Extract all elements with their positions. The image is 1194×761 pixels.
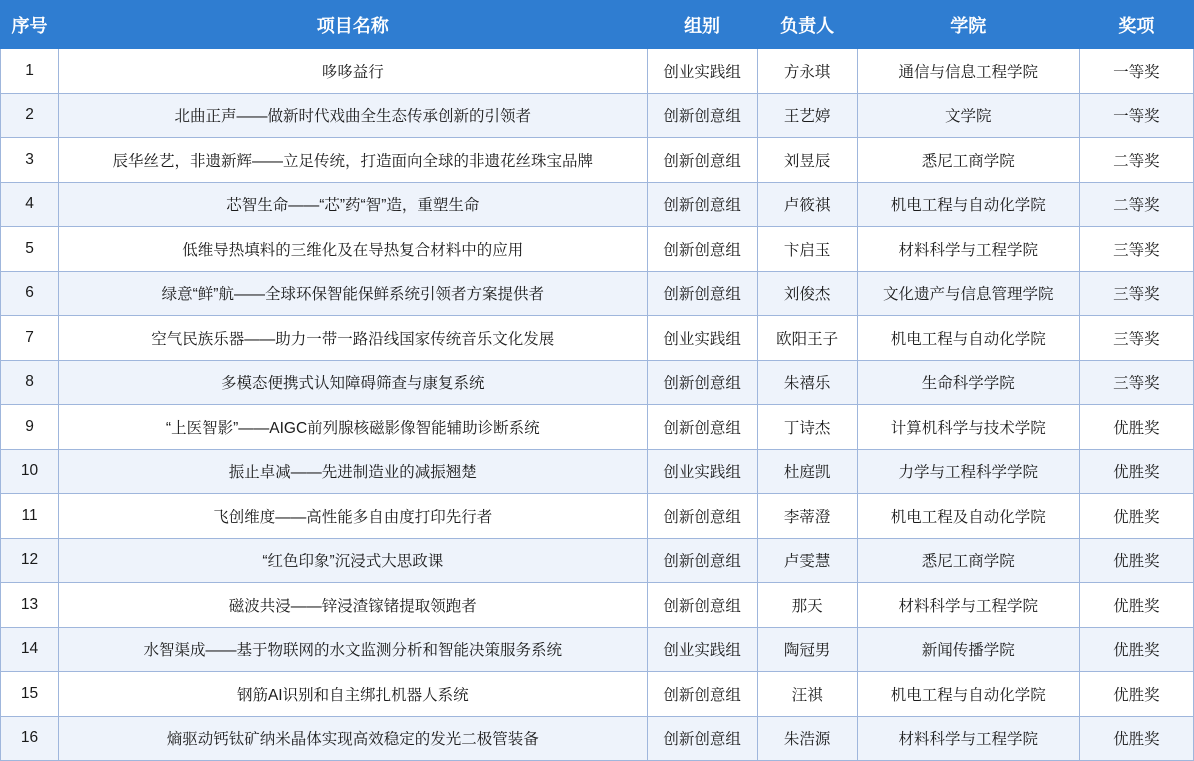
- cell-project-name: 绿意“鲜”航——全球环保智能保鲜系统引领者方案提供者: [59, 271, 647, 316]
- cell-leader: 那天: [757, 583, 857, 628]
- cell-no: 4: [1, 182, 59, 227]
- cell-group: 创新创意组: [647, 93, 757, 138]
- cell-group: 创业实践组: [647, 449, 757, 494]
- cell-leader: 李蒂澄: [757, 494, 857, 539]
- table-row: [1, 138, 1194, 183]
- cell-leader: 陶冠男: [757, 627, 857, 672]
- table-row: [1, 449, 1194, 494]
- cell-award: 三等奖: [1079, 316, 1193, 361]
- cell-project-name: “红色印象”沉浸式大思政课: [59, 538, 647, 583]
- cell-group: 创业实践组: [647, 49, 757, 94]
- cell-leader: 朱禧乐: [757, 360, 857, 405]
- cell-group: 创新创意组: [647, 182, 757, 227]
- cell-project-name: 水智渠成——基于物联网的水文监测分析和智能决策服务系统: [59, 627, 647, 672]
- column-header-group: 组别: [647, 1, 757, 49]
- header-row: [1, 1, 1194, 49]
- table-row: [1, 271, 1194, 316]
- cell-project-name: 钢筋AI识别和自主绑扎机器人系统: [59, 672, 647, 717]
- cell-college: 材料科学与工程学院: [857, 227, 1079, 272]
- cell-project-name: 空气民族乐器——助力一带一路沿线国家传统音乐文化发展: [59, 316, 647, 361]
- cell-project-name: 熵驱动钙钛矿纳米晶体实现高效稳定的发光二极管装备: [59, 716, 647, 761]
- cell-group: 创新创意组: [647, 360, 757, 405]
- cell-award: 二等奖: [1079, 138, 1193, 183]
- column-header-leader: 负责人: [757, 1, 857, 49]
- column-header-no: 序号: [1, 1, 59, 49]
- cell-group: 创新创意组: [647, 583, 757, 628]
- table-row: [1, 538, 1194, 583]
- cell-leader: 卞启玉: [757, 227, 857, 272]
- cell-group: 创新创意组: [647, 538, 757, 583]
- table-row: [1, 49, 1194, 94]
- cell-no: 13: [1, 583, 59, 628]
- cell-college: 机电工程及自动化学院: [857, 494, 1079, 539]
- cell-award: 三等奖: [1079, 227, 1193, 272]
- cell-leader: 卢筱祺: [757, 182, 857, 227]
- cell-award: 优胜奖: [1079, 494, 1193, 539]
- cell-college: 悉尼工商学院: [857, 138, 1079, 183]
- table-body: [1, 49, 1194, 761]
- table-row: [1, 316, 1194, 361]
- cell-group: 创新创意组: [647, 227, 757, 272]
- cell-college: 材料科学与工程学院: [857, 716, 1079, 761]
- cell-college: 文学院: [857, 93, 1079, 138]
- table-row: [1, 494, 1194, 539]
- cell-no: 7: [1, 316, 59, 361]
- cell-no: 3: [1, 138, 59, 183]
- column-header-award: 奖项: [1079, 1, 1193, 49]
- table-row: [1, 360, 1194, 405]
- cell-group: 创新创意组: [647, 672, 757, 717]
- cell-award: 优胜奖: [1079, 716, 1193, 761]
- cell-group: 创新创意组: [647, 716, 757, 761]
- cell-project-name: 多模态便携式认知障碍筛查与康复系统: [59, 360, 647, 405]
- cell-college: 文化遗产与信息管理学院: [857, 271, 1079, 316]
- cell-leader: 王艺婷: [757, 93, 857, 138]
- cell-award: 优胜奖: [1079, 449, 1193, 494]
- cell-no: 6: [1, 271, 59, 316]
- cell-group: 创业实践组: [647, 627, 757, 672]
- cell-award: 三等奖: [1079, 360, 1193, 405]
- cell-group: 创业实践组: [647, 316, 757, 361]
- table-row: [1, 93, 1194, 138]
- cell-no: 14: [1, 627, 59, 672]
- cell-no: 9: [1, 405, 59, 450]
- cell-award: 优胜奖: [1079, 538, 1193, 583]
- cell-no: 11: [1, 494, 59, 539]
- cell-no: 10: [1, 449, 59, 494]
- cell-no: 1: [1, 49, 59, 94]
- table-row: [1, 227, 1194, 272]
- cell-college: 机电工程与自动化学院: [857, 182, 1079, 227]
- cell-project-name: 芯智生命——“芯”药“智”造，重塑生命: [59, 182, 647, 227]
- cell-award: 优胜奖: [1079, 627, 1193, 672]
- cell-project-name: “上医智影”——AIGC前列腺核磁影像智能辅助诊断系统: [59, 405, 647, 450]
- cell-leader: 朱浩源: [757, 716, 857, 761]
- cell-group: 创新创意组: [647, 405, 757, 450]
- table-row: [1, 627, 1194, 672]
- cell-no: 16: [1, 716, 59, 761]
- table-row: [1, 405, 1194, 450]
- cell-no: 8: [1, 360, 59, 405]
- cell-college: 计算机科学与技术学院: [857, 405, 1079, 450]
- cell-award: 三等奖: [1079, 271, 1193, 316]
- cell-leader: 丁诗杰: [757, 405, 857, 450]
- cell-award: 一等奖: [1079, 93, 1193, 138]
- cell-group: 创新创意组: [647, 138, 757, 183]
- table-header: [1, 1, 1194, 49]
- cell-college: 通信与信息工程学院: [857, 49, 1079, 94]
- cell-leader: 汪祺: [757, 672, 857, 717]
- cell-no: 2: [1, 93, 59, 138]
- cell-no: 15: [1, 672, 59, 717]
- cell-project-name: 哆哆益行: [59, 49, 647, 94]
- cell-project-name: 磁波共浸——锌浸渣镓锗提取领跑者: [59, 583, 647, 628]
- column-header-project-name: 项目名称: [59, 1, 647, 49]
- table-row: [1, 583, 1194, 628]
- cell-leader: 刘昱辰: [757, 138, 857, 183]
- cell-leader: 方永琪: [757, 49, 857, 94]
- cell-award: 优胜奖: [1079, 672, 1193, 717]
- cell-leader: 刘俊杰: [757, 271, 857, 316]
- cell-group: 创新创意组: [647, 271, 757, 316]
- cell-college: 材料科学与工程学院: [857, 583, 1079, 628]
- cell-project-name: 低维导热填料的三维化及在导热复合材料中的应用: [59, 227, 647, 272]
- table-row: [1, 182, 1194, 227]
- cell-award: 优胜奖: [1079, 405, 1193, 450]
- cell-college: 生命科学学院: [857, 360, 1079, 405]
- cell-project-name: 北曲正声——做新时代戏曲全生态传承创新的引领者: [59, 93, 647, 138]
- cell-project-name: 辰华丝艺，非遗新辉——立足传统，打造面向全球的非遗花丝珠宝品牌: [59, 138, 647, 183]
- cell-leader: 欧阳王子: [757, 316, 857, 361]
- cell-no: 5: [1, 227, 59, 272]
- table-row: [1, 672, 1194, 717]
- cell-college: 新闻传播学院: [857, 627, 1079, 672]
- cell-award: 一等奖: [1079, 49, 1193, 94]
- cell-college: 悉尼工商学院: [857, 538, 1079, 583]
- cell-award: 二等奖: [1079, 182, 1193, 227]
- cell-college: 机电工程与自动化学院: [857, 316, 1079, 361]
- cell-leader: 杜庭凯: [757, 449, 857, 494]
- cell-college: 力学与工程科学学院: [857, 449, 1079, 494]
- cell-no: 12: [1, 538, 59, 583]
- column-header-college: 学院: [857, 1, 1079, 49]
- cell-college: 机电工程与自动化学院: [857, 672, 1079, 717]
- cell-group: 创新创意组: [647, 494, 757, 539]
- cell-project-name: 飞创维度——高性能多自由度打印先行者: [59, 494, 647, 539]
- cell-project-name: 振止卓减——先进制造业的减振翘楚: [59, 449, 647, 494]
- cell-leader: 卢雯慧: [757, 538, 857, 583]
- cell-award: 优胜奖: [1079, 583, 1193, 628]
